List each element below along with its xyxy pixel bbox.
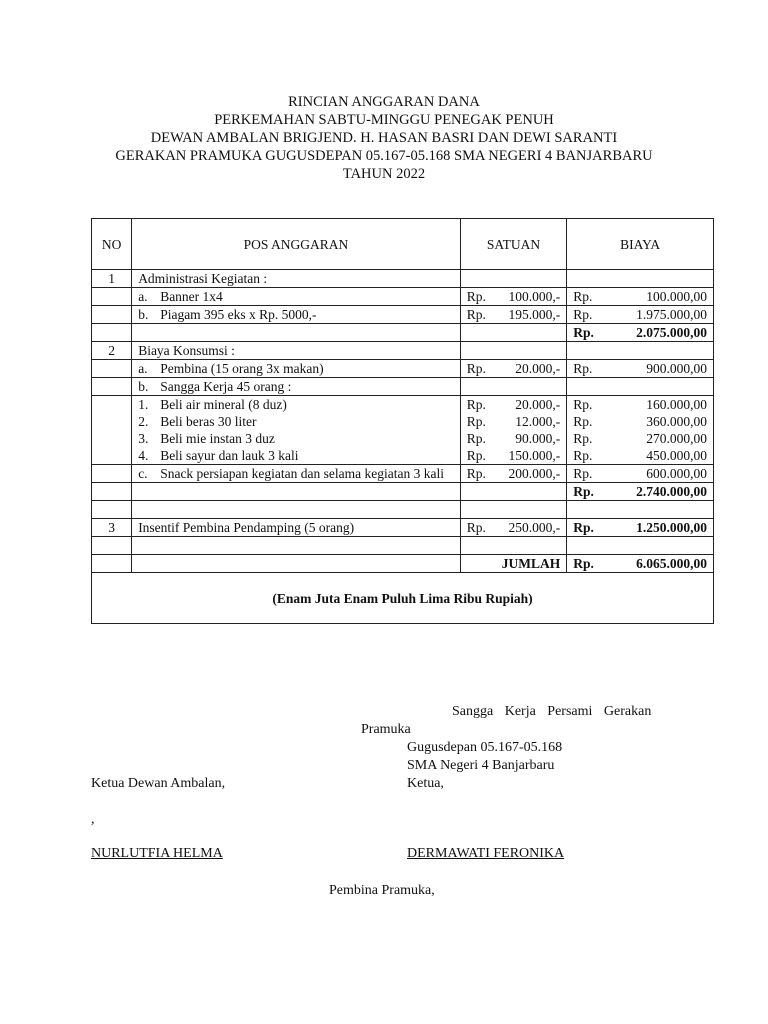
item-label: Sangga Kerja 45 orang :: [160, 379, 292, 394]
currency: Rp.: [573, 361, 593, 376]
item-label: Pembina (15 orang 3x makan): [160, 361, 324, 376]
currency: Rp.: [466, 307, 486, 322]
table-row: [92, 465, 714, 483]
item-marker: b.: [138, 307, 149, 322]
subtotal-value: 2.740.000,00: [636, 484, 707, 499]
currency: Rp.: [573, 397, 593, 412]
bottom-signer-role: Pembina Pramuka,: [329, 883, 435, 898]
currency: Rp.: [573, 289, 593, 304]
item-satuan: 250.000,-: [508, 520, 561, 535]
item-marker: a.: [138, 289, 148, 304]
total-value: 6.065.000,00: [636, 556, 707, 571]
currency: Rp.: [466, 397, 486, 412]
item-biaya: 270.000,00: [646, 431, 707, 446]
subtotal-row: [92, 324, 714, 342]
title-line-2: PERKEMAHAN SABTU-MINGGU PENEGAK PENUH: [214, 112, 554, 128]
title-line-4: GERAKAN PRAMUKA GUGUSDEPAN 05.167-05.168 SMA NEGERI 4 BANJARBARU: [115, 148, 653, 164]
header-biaya: BIAYA: [567, 219, 714, 270]
subtotal-row: [92, 483, 714, 501]
item-label: Banner 1x4: [160, 289, 223, 304]
item-biaya: 450.000,00: [646, 448, 707, 463]
item-satuan: 12.000,-: [515, 414, 561, 429]
row-label: Biaya Konsumsi :: [132, 342, 461, 360]
organization-line-1: Sangga Kerja Persami Gerakan: [452, 704, 652, 719]
item-label: Piagam 395 eks x Rp. 5000,-: [160, 307, 317, 322]
item-marker: 2.: [138, 414, 149, 429]
currency: Rp.: [573, 431, 593, 446]
row-no: 3: [92, 519, 132, 537]
currency: Rp.: [573, 484, 594, 499]
amount-in-words-row: [92, 573, 714, 624]
table-row: [92, 396, 714, 465]
item-satuan: 90.000,-: [515, 431, 561, 446]
item-biaya: 160.000,00: [646, 397, 707, 412]
item-satuan: 20.000,-: [515, 397, 561, 412]
item-biaya: 1.975.000,00: [636, 307, 707, 322]
organization-line-4: SMA Negeri 4 Banjarbaru: [407, 758, 555, 773]
item-label: Beli mie instan 3 duz: [160, 431, 275, 446]
table-row: [92, 519, 714, 537]
currency: Rp.: [466, 414, 486, 429]
item-label: Beli beras 30 liter: [160, 414, 257, 429]
left-signer-name: NURLUTFIA HELMA: [91, 846, 223, 861]
organization-line-3: Gugusdepan 05.167-05.168: [407, 740, 563, 755]
title-line-3: DEWAN AMBALAN BRIGJEND. H. HASAN BASRI DAN DEWI SARANTI: [150, 130, 618, 146]
left-signer-role: Ketua Dewan Ambalan,: [91, 776, 226, 791]
amount-in-words: (Enam Juta Enam Puluh Lima Ribu Rupiah): [92, 573, 714, 624]
currency: Rp.: [466, 431, 486, 446]
item-label: Beli air mineral (8 duz): [160, 397, 287, 412]
item-biaya: 360.000,00: [646, 414, 707, 429]
item-biaya: 100.000,00: [646, 289, 707, 304]
table-row: [92, 288, 714, 306]
item-marker: b.: [138, 379, 149, 394]
title-line-5: TAHUN 2022: [342, 166, 426, 182]
header-no: NO: [92, 219, 132, 270]
item-satuan: 20.000,-: [515, 361, 561, 376]
budget-table: [91, 218, 714, 624]
item-satuan: 100.000,-: [508, 289, 561, 304]
table-row: [92, 270, 714, 288]
header-satuan: SATUAN: [460, 219, 567, 270]
table-row: [92, 342, 714, 360]
organization-line-2: Pramuka: [361, 722, 411, 737]
table-row: [92, 306, 714, 324]
item-satuan: 150.000,-: [508, 448, 561, 463]
row-label: Insentif Pembina Pendamping (5 orang): [132, 519, 461, 537]
table-row: [92, 378, 714, 396]
currency: Rp.: [573, 556, 594, 571]
currency: Rp.: [466, 361, 486, 376]
item-marker: 1.: [138, 397, 149, 412]
currency: Rp.: [573, 325, 594, 340]
item-label: Beli sayur dan lauk 3 kali: [160, 448, 299, 463]
currency: Rp.: [573, 520, 594, 535]
stray-comma: ,: [91, 812, 95, 827]
right-signer-role: Ketua,: [407, 776, 444, 791]
table-row: [92, 360, 714, 378]
empty-row: [92, 537, 714, 555]
item-biaya: 600.000,00: [646, 466, 707, 481]
item-satuan: 195.000,-: [508, 307, 561, 322]
total-label: JUMLAH: [460, 555, 567, 573]
item-label: Snack persiapan kegiatan dan selama kegiatan 3 kali: [160, 466, 444, 481]
currency: Rp.: [573, 307, 593, 322]
item-biaya: 1.250.000,00: [636, 520, 707, 535]
empty-row: [92, 501, 714, 519]
table-header-row: [92, 219, 714, 270]
currency: Rp.: [573, 466, 593, 481]
item-marker: a.: [138, 361, 148, 376]
item-marker: c.: [138, 466, 148, 481]
row-no: 1: [92, 270, 132, 288]
currency: Rp.: [466, 466, 486, 481]
title-line-1: RINCIAN ANGGARAN DANA: [288, 94, 480, 110]
total-row: [92, 555, 714, 573]
currency: Rp.: [466, 520, 486, 535]
currency: Rp.: [466, 289, 486, 304]
document-title: [0, 93, 768, 183]
right-signer-name: DERMAWATI FERONIKA: [407, 846, 565, 861]
row-no: 2: [92, 342, 132, 360]
row-label: Administrasi Kegiatan :: [132, 270, 461, 288]
item-satuan: 200.000,-: [508, 466, 561, 481]
header-pos: POS ANGGARAN: [132, 219, 461, 270]
item-marker: 4.: [138, 448, 149, 463]
currency: Rp.: [573, 414, 593, 429]
currency: Rp.: [466, 448, 486, 463]
subtotal-value: 2.075.000,00: [636, 325, 707, 340]
currency: Rp.: [573, 448, 593, 463]
item-marker: 3.: [138, 431, 149, 446]
item-biaya: 900.000,00: [646, 361, 707, 376]
